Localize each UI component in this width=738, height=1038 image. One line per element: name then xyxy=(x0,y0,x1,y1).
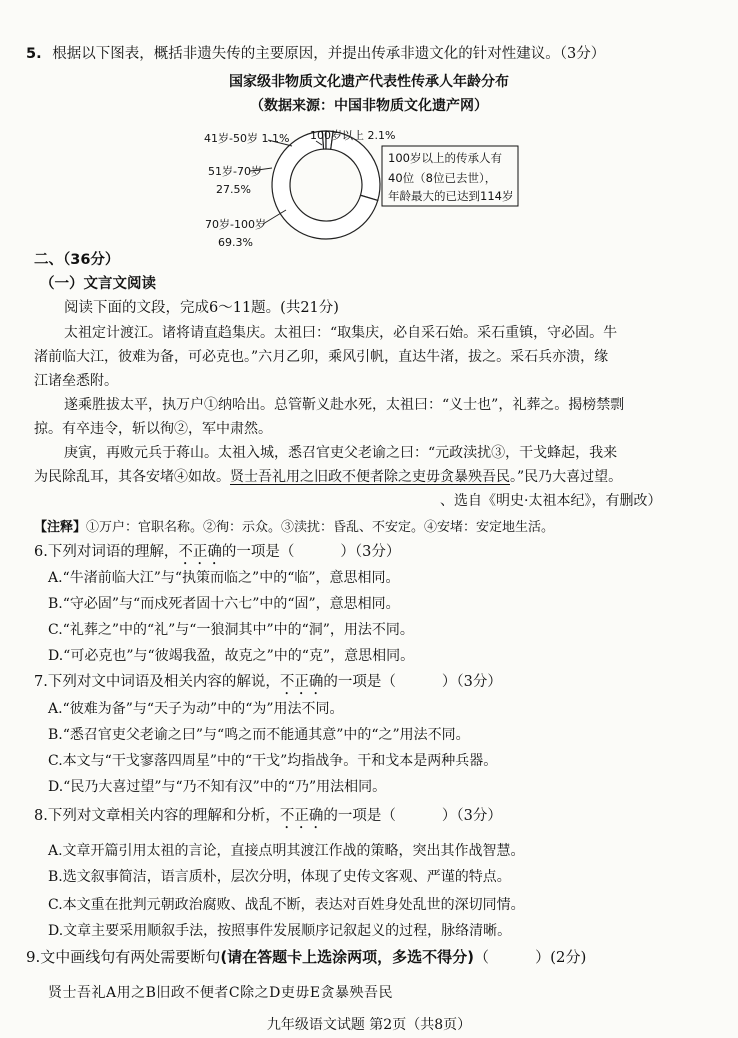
label-51-70: 51岁-70岁 xyxy=(208,165,262,178)
q7-option-a: A.“彼难为备”与“天子为动”中的“为”用法不同。 xyxy=(48,701,344,717)
label-51-70-value: 27.5% xyxy=(216,183,251,196)
age-distribution-donut-chart xyxy=(0,0,738,260)
passage-line: 掠。有卒违令，斩以徇②，军中肃然。 xyxy=(34,421,272,437)
q7-option-d: D.“民乃大喜过望”与“乃不知有汉”中的“乃”用法相同。 xyxy=(48,779,387,795)
q6-option-a: A.“牛渚前临大江”与“执策而临之”中的“临”，意思相同。 xyxy=(48,570,400,586)
page-footer: 九年级语文试题 第2页（共8页） xyxy=(266,1017,472,1033)
section-2-subtitle: （一）文言文阅读 xyxy=(40,276,156,292)
q6-option-b: B.“守必固”与“而戍死者固十六七”中的“固”，意思相同。 xyxy=(48,596,400,612)
passage-line: 太祖定计渡江。诸将请直趋集庆。太祖曰：“取集庆，必自采石始。采石重镇，守必固。牛 xyxy=(64,325,618,341)
passage-line: 遂乘胜拔太平，执万户①纳哈出。总管靳义赴水死，太祖曰：“义士也”，礼葬之。揭榜禁剽 xyxy=(64,397,625,413)
q8-option-d: D.文章主要采用顺叙手法，按照事件发展顺序记叙起义的过程，脉络清晰。 xyxy=(48,923,512,939)
note-line-2: 40位（8位已去世）， xyxy=(388,171,497,185)
q9-sentence: 贤士吾礼A用之B旧政不便者C除之D吏毋E贪暴殃吾民 xyxy=(48,985,394,1001)
underlined-sentence: 贤士吾礼用之旧政不便者除之吏毋贪暴殃吾民 xyxy=(230,469,510,485)
q6-option-c: C.“礼葬之”中的“礼”与“一狼洞其中”中的“洞”，用法不同。 xyxy=(48,622,414,638)
passage-line: 为民除乱耳，其各安堵④如故。贤士吾礼用之旧政不便者除之吏毋贪暴殃吾民。”民乃大喜过望。 xyxy=(34,469,623,485)
chart-title: 国家级非物质文化遗产代表性传承人年龄分布 xyxy=(229,74,509,90)
q8-option-a: A.文章开篇引用太祖的言论，直接点明其渡江作战的策略，突出其作战智慧。 xyxy=(48,843,525,859)
q8-option-b: B.选文叙事简洁，语言质朴，层次分明，体现了史传文客观、严谨的特点。 xyxy=(48,869,511,885)
passage-line: 江诸垒悉附。 xyxy=(34,373,118,389)
label-41-50: 41岁-50岁 1.1% xyxy=(204,132,290,145)
note-line-3: 年龄最大的已达到114岁 xyxy=(388,189,514,203)
q5-number: 5. xyxy=(26,46,42,62)
passage-line: 庚寅，再败元兵于蒋山。太祖入城，悉召官吏父老谕之曰：“元政渎扰③，干戈蜂起，我来 xyxy=(64,445,618,461)
chart-subtitle: （数据来源：中国非物质文化遗产网） xyxy=(250,98,488,114)
label-100-plus: 100岁以上 2.1% xyxy=(310,129,396,142)
label-70-100: 70岁-100岁 xyxy=(205,218,266,231)
notes-text: ①万户：官职名称。②徇：示众。③渎扰：昏乱、不安定。④安堵：安定地生活。 xyxy=(86,520,555,535)
q5-text: 根据以下图表，概括非遗失传的主要原因，并提出传承非遗文化的针对性建议。（3分） xyxy=(52,46,606,62)
passage-line: 渚前临大江，彼难为备，可必克也。”六月乙卯，乘风引帆，直达牛渚，拔之。采石兵亦溃，缘 xyxy=(34,349,609,365)
question-8-stem: 8.下列对文章相关内容的理解和分析，不正确的一项是（ ）（3分） xyxy=(34,808,502,824)
section-2-title: 二、（36分） xyxy=(34,252,120,268)
q8-option-c: C.本文重在批判元朝政治腐败、战乱不断，表达对百姓身处乱世的深切同情。 xyxy=(48,897,525,913)
q7-option-b: B.“悉召官吏父老谕之曰”与“鸣之而不能通其意”中的“之”用法不同。 xyxy=(48,727,470,743)
question-6-stem: 6.下列对词语的理解，不正确的一项是（ ）（3分） xyxy=(34,544,401,560)
section-2-instruction: 阅读下面的文段，完成6～11题。(共21分) xyxy=(64,300,339,316)
notes xyxy=(34,516,554,535)
note-line-1: 100岁以上的传承人有 xyxy=(388,151,502,165)
notes-label: 【注释】 xyxy=(34,520,87,535)
question-9-stem: 9.文中画线句有两处需要断句(请在答题卡上选涂两项，多选不得分)（ ）(2分) xyxy=(26,948,587,966)
question-7-stem: 7.下列对文中词语及相关内容的解说，不正确的一项是（ ）（3分） xyxy=(34,674,502,690)
passage-source: 、选自《明史·太祖本纪》，有删改） xyxy=(440,493,662,509)
label-70-100-value: 69.3% xyxy=(218,236,253,249)
q6-option-d: D.“可必克也”与“彼竭我盈，故克之”中的“克”，意思相同。 xyxy=(48,648,415,664)
q7-option-c: C.本文与“干戈寥落四周星”中的“干戈”均指战争。干和戈本是两种兵器。 xyxy=(48,753,498,769)
